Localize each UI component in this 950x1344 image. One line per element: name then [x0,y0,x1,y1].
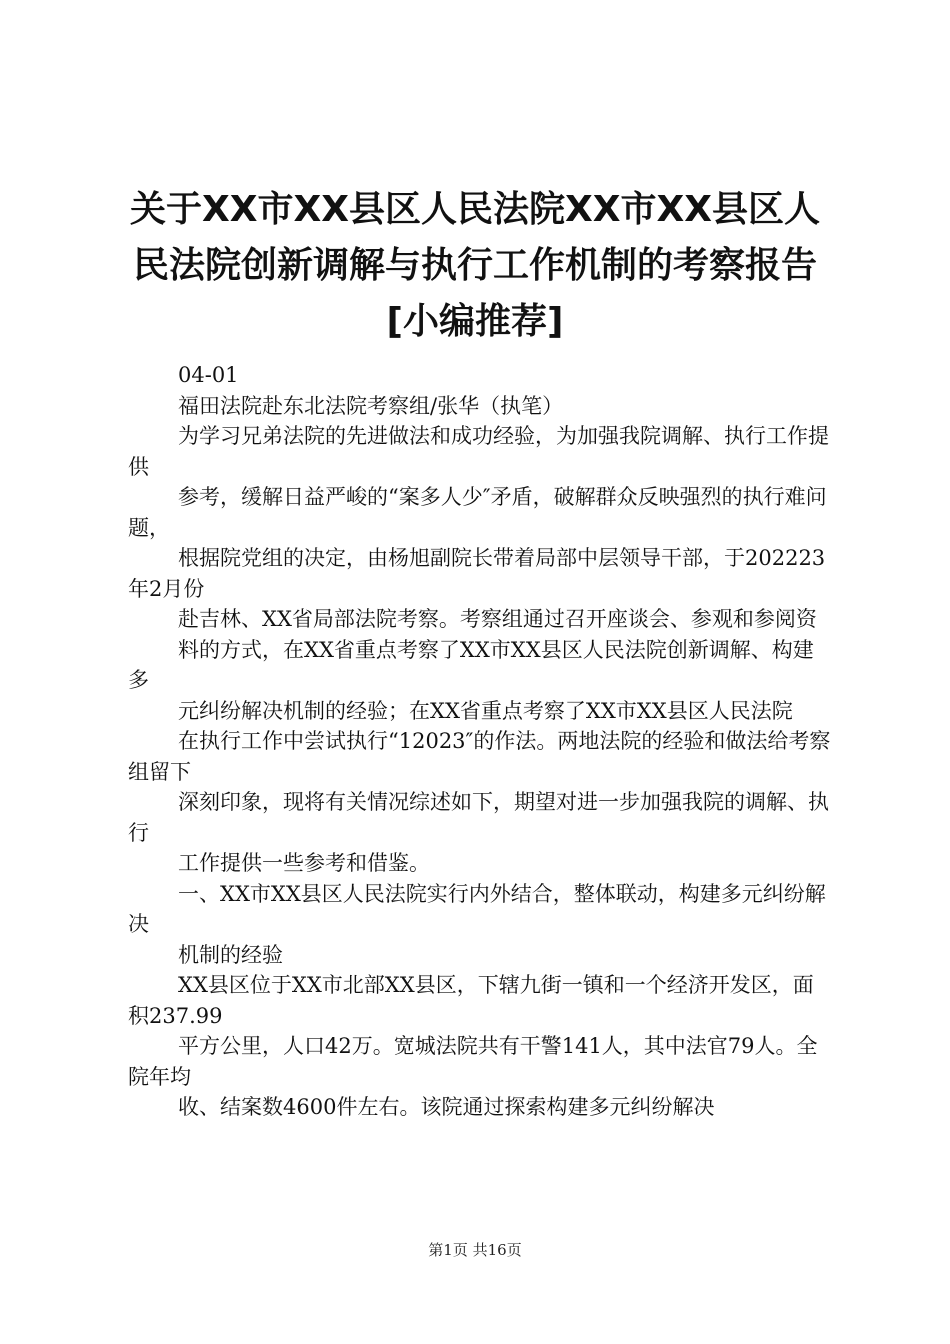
paragraph: 根据院党组的决定，由杨旭副院长带着局部中层领导干部，于202223年2月份 [128,546,826,601]
paragraph: XX县区位于XX市北部XX县区，下辖九街一镇和一个经济开发区，面积237.99 [128,973,814,1028]
paragraph: 为学习兄弟法院的先进做法和成功经验，为加强我院调解、执行工作提供 [128,424,829,479]
paragraph: 深刻印象，现将有关情况综述如下，期望对进一步加强我院的调解、执行 [128,790,829,845]
paragraph-date: 04-01 [178,363,239,387]
section-heading-paragraph: 机制的经验 [178,942,283,967]
paragraph: 平方公里，人口42万。宽城法院共有干警141人，其中法官79人。全院年均 [128,1034,818,1089]
paragraph: 料的方式，在XX省重点考察了XX市XX县区人民法院创新调解、构建多 [128,637,814,692]
document-body [128,360,834,1123]
page-footer: 第1页 共16页 [428,1241,522,1259]
paragraph: 赴吉林、XX省局部法院考察。考察组通过召开座谈会、参观和参阅资 [178,607,817,631]
paragraph-author: 福田法院赴东北法院考察组/张华（执笔） [178,393,564,418]
paragraph: 在执行工作中尝试执行“12023″的作法。两地法院的经验和做法给考察组留下 [128,729,831,784]
paragraph: 收、结案数4600件左右。该院通过探索构建多元纠纷解决 [178,1095,715,1119]
paragraph: 元纠纷解决机制的经验；在XX省重点考察了XX市XX县区人民法院 [178,698,793,723]
paragraph: 工作提供一些参考和借鉴。 [178,851,430,875]
paragraph: 参考，缓解日益严峻的“案多人少″矛盾，破解群众反映强烈的执行难问题， [128,485,827,540]
section-heading-paragraph: 一、XX市XX县区人民法院实行内外结合，整体联动，构建多元纠纷解决 [128,881,826,936]
document-title: 关于XX市XX县区人民法院XX市XX县区人民法院创新调解与执行工作机制的考察报告[小编推荐] [129,189,821,342]
